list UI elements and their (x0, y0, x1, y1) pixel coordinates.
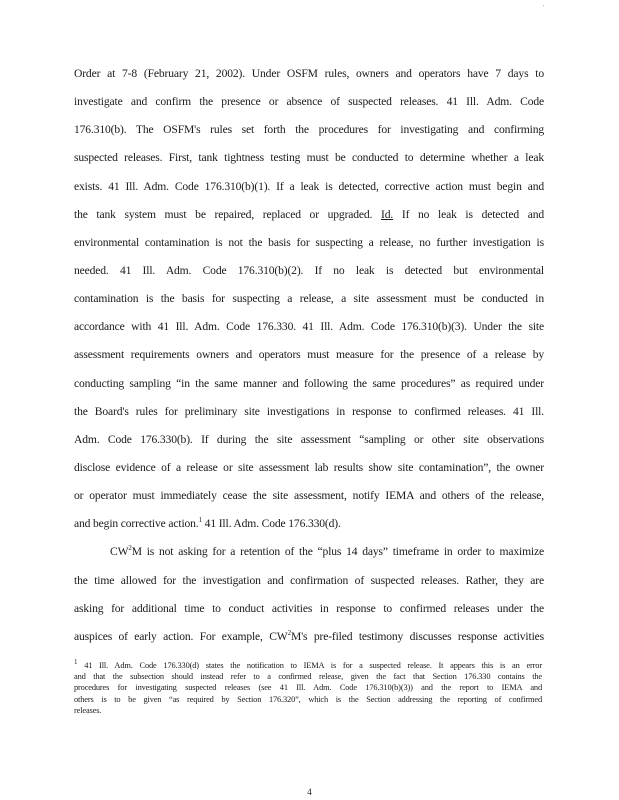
footnote-marker: 1 (74, 658, 78, 667)
body-line: suspected releases. First, tank tightness testing must be conducted to determine whether a leak (74, 151, 544, 165)
body-line: or operator must immediately cease the site assessment, notify IEMA and others of the release, (74, 489, 544, 503)
body-text-segment: and begin corrective action. (74, 517, 199, 531)
body-line: conducting sampling “in the same manner and following the same procedures” as required under (74, 376, 544, 390)
body-line (74, 623, 544, 651)
body-line: contamination is the basis for suspecting a release, a site assessment must be conducted in (74, 292, 544, 306)
body-text-segment: the tank system must be repaired, replaced or upgraded. (74, 207, 373, 221)
body-line: 176.310(b). The OSFM's rules set forth the procedures for investigating and confirming (74, 123, 544, 137)
page-number: 4 (307, 787, 312, 797)
body-line-paragraph-start (74, 538, 544, 566)
body-line: assessment requirements owners and operators must measure for the presence of a release by (74, 348, 544, 362)
body-line-with-footnote-ref (74, 510, 544, 538)
body-text (74, 60, 544, 651)
footnote (74, 660, 542, 716)
footnote-reference: 1 (198, 516, 202, 525)
body-line: the Board's rules for preliminary site investigations in response to confirmed releases. 41 Ill. (74, 404, 544, 418)
footnote-line: and that the subsection should instead refer to a confirmed release, given the fact that Section 176.330 contains the (74, 672, 542, 682)
body-text-segment: M's pre-filed testimony discusses response activities (290, 629, 544, 643)
body-line: investigate and confirm the presence or absence of suspected releases. 41 Ill. Adm. Code (74, 95, 544, 109)
footnote-text: 41 Ill. Adm. Code 176.330(d) states the notification to IEMA is for a suspected release. It appears this is an error (84, 661, 542, 670)
body-line: the time allowed for the investigation and confirmation of suspected releases. Rather, they are (74, 573, 544, 587)
footnote-line: procedures for investigating suspected releases (see 41 Ill. Adm. Code 176.310(b)(3)) and the report to IEMA and (74, 683, 542, 693)
superscript: 2 (287, 628, 291, 637)
body-line: accordance with 41 Ill. Adm. Code 176.330. 41 Ill. Adm. Code 176.310(b)(3). Under the site (74, 320, 544, 334)
footnote-line (74, 660, 542, 671)
body-text-segment: auspices of early action. For example, CW (74, 629, 288, 643)
body-line-with-cite (74, 201, 544, 229)
corner-mark: ' (543, 5, 545, 11)
body-text-segment: CW (110, 545, 129, 559)
body-line: exists. 41 Ill. Adm. Code 176.310(b)(1). If a leak is detected, corrective action must begin and (74, 179, 544, 193)
body-line: asking for additional time to conduct activities in response to confirmed releases under the (74, 601, 544, 615)
body-text-segment: M is not asking for a retention of the “plus 14 days” timeframe in order to maximize (131, 545, 544, 559)
body-line: environmental contamination is not the basis for suspecting a release, no further investigation is (74, 235, 544, 249)
body-line: disclose evidence of a release or site assessment lab results show site contamination”, the owner (74, 460, 544, 474)
superscript: 2 (128, 544, 132, 553)
id-citation: Id. (381, 207, 394, 221)
body-line: Order at 7-8 (February 21, 2002). Under OSFM rules, owners and operators have 7 days to (74, 67, 544, 80)
body-line: needed. 41 Ill. Adm. Code 176.310(b)(2). If no leak is detected but environmental (74, 263, 544, 277)
body-line: Adm. Code 176.330(b). If during the site assessment “sampling or other site observations (74, 432, 544, 446)
body-text-segment: 41 Ill. Adm. Code 176.330(d). (204, 517, 341, 531)
body-text-segment: If no leak is detected and (401, 207, 544, 221)
footnote-line: others is to be given “as required by Section 176.320”, which is the Section addressing the reporting of confirmed (74, 694, 542, 704)
footnote-line: releases. (74, 705, 102, 715)
